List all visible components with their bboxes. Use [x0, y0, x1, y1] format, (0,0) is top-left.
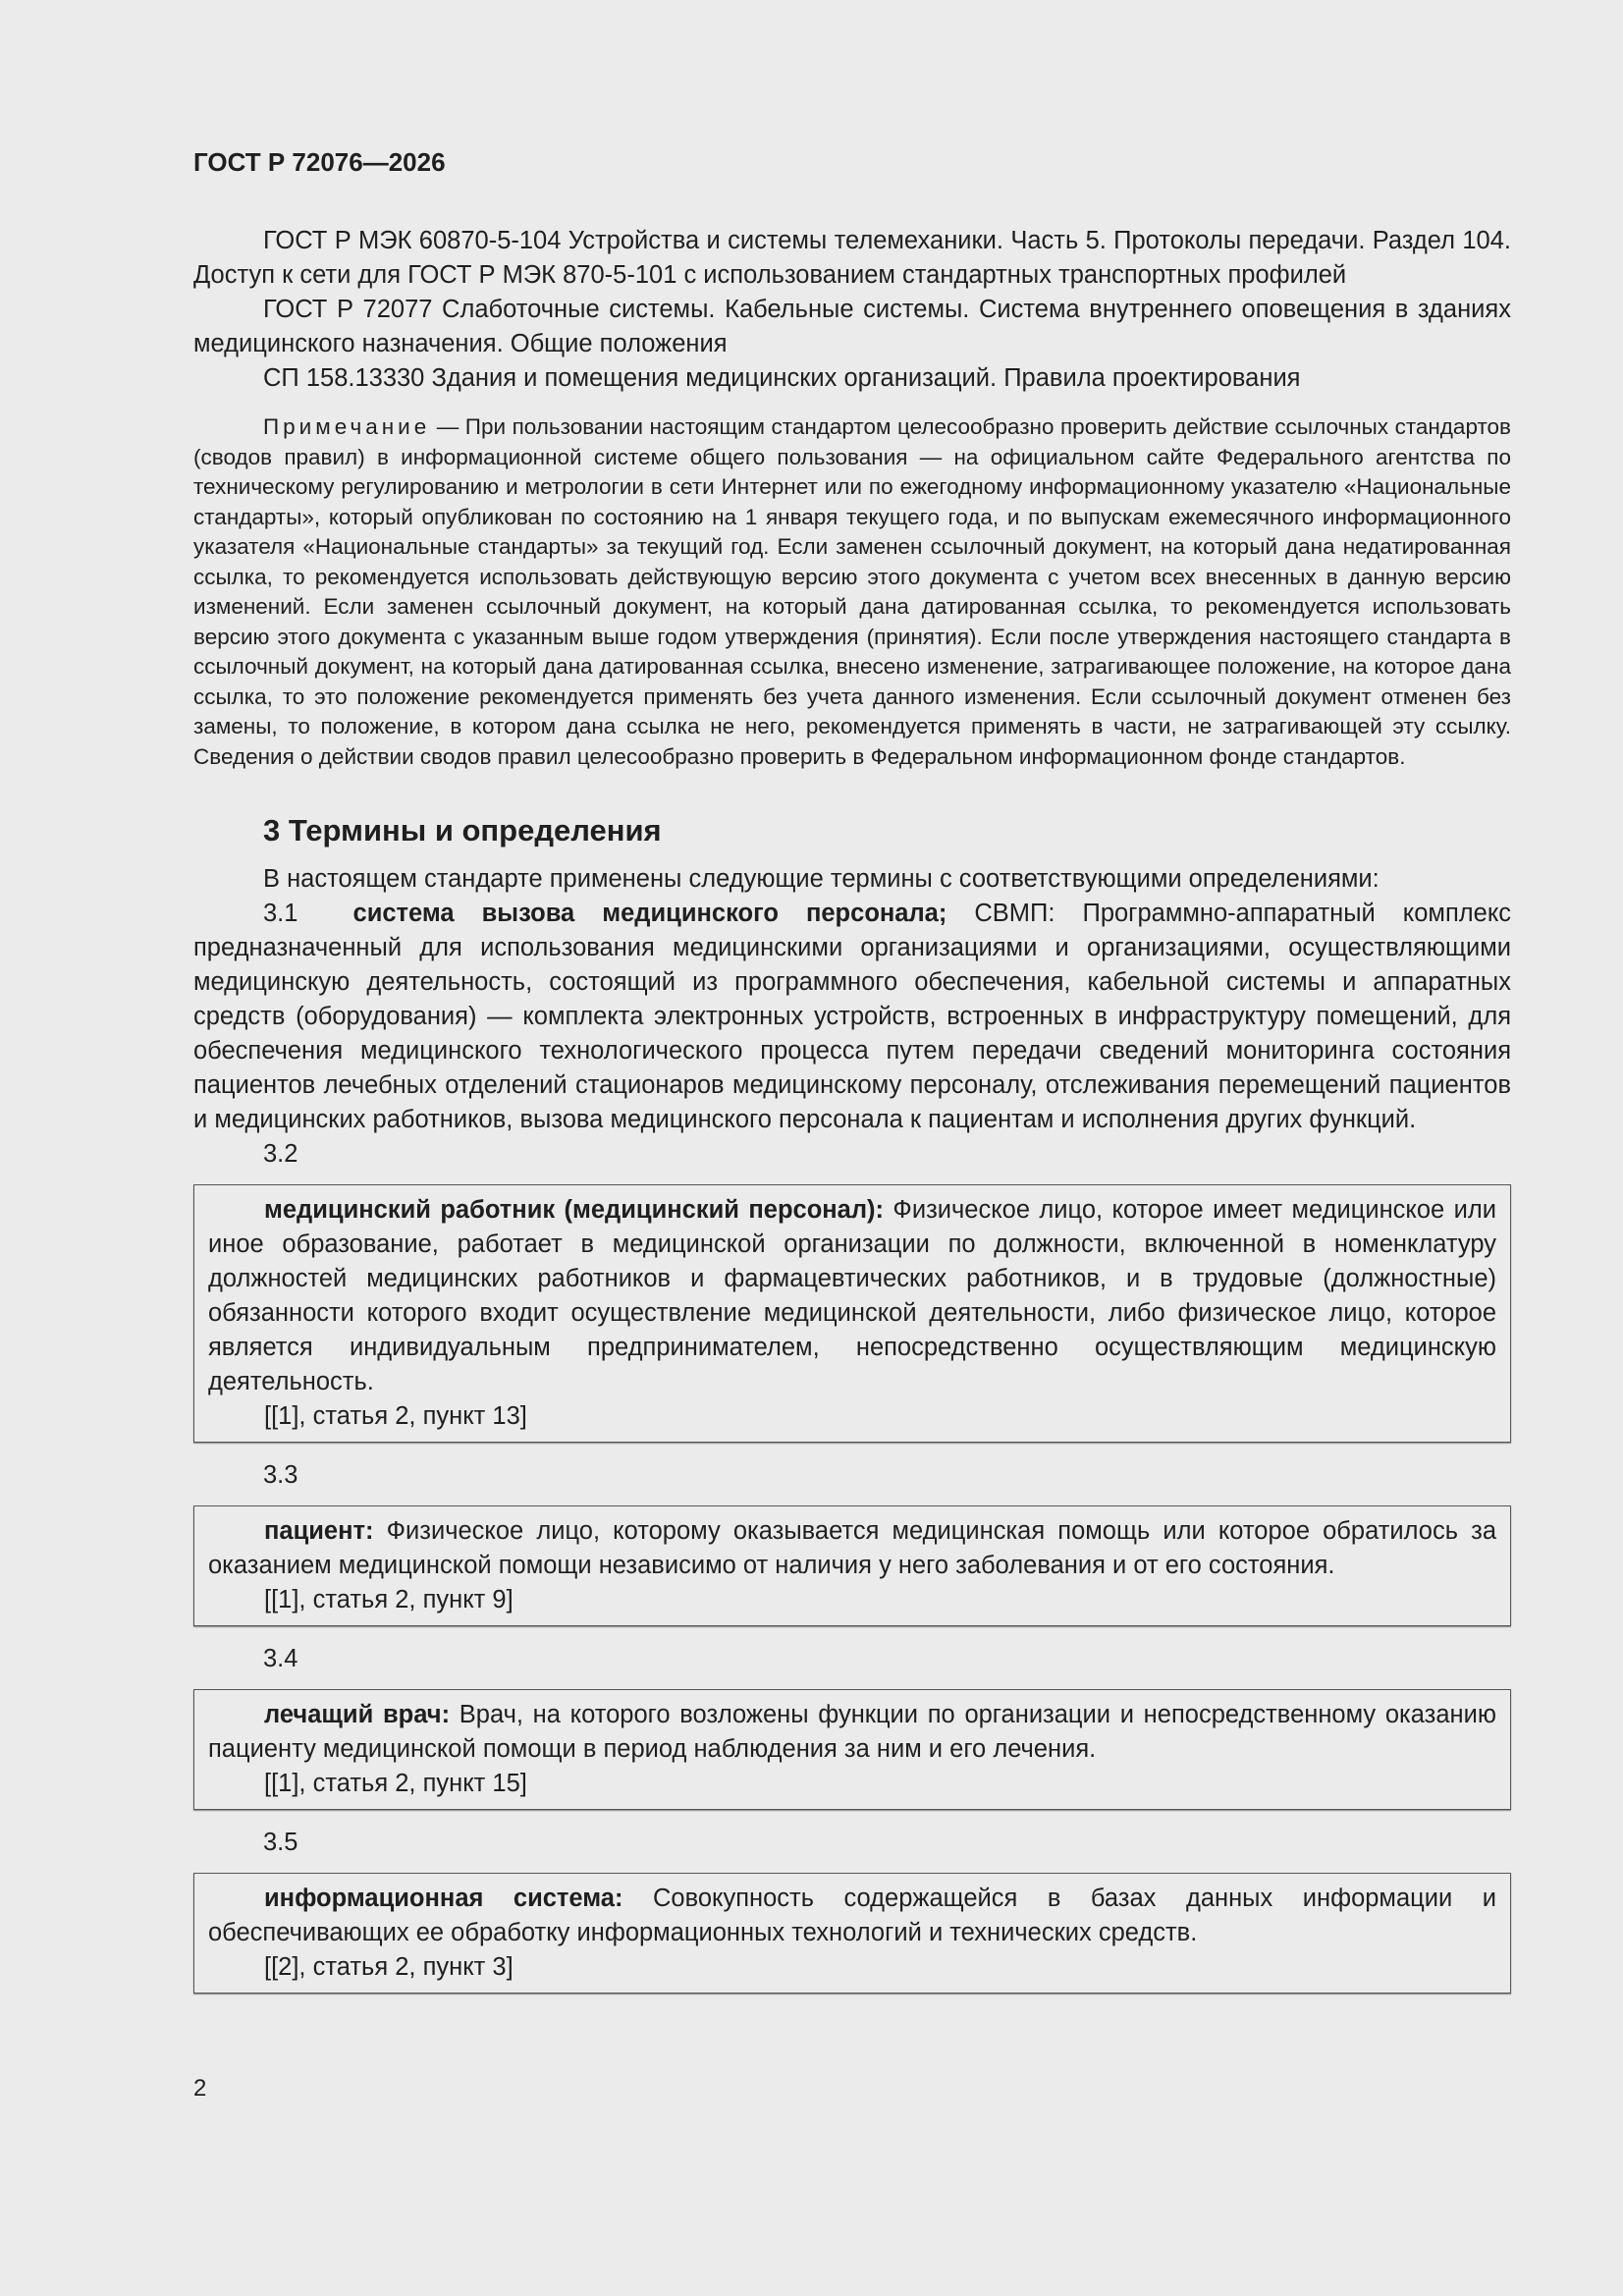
- term-name: информационная система:: [264, 1885, 623, 1912]
- term-box-3-4: [193, 1689, 1511, 1810]
- term-definition: Физическое лицо, которому оказывается медицинская помощь или которое обратилось за оказанием медицинской помощи независимо от наличия у него заболевания и от его состояния.: [208, 1517, 1496, 1579]
- section-intro: В настоящем стандарте применены следующие термины с соответствующими определениями:: [263, 865, 1380, 893]
- term-entry: [208, 1882, 1496, 1950]
- term-entry: [208, 1193, 1496, 1399]
- term-definition: Врач, на которого возложены функции по организации и непосредственному оказанию пациенту медицинской помощи в период наблюдения за ним и его лечения.: [208, 1701, 1496, 1763]
- note-label: Примечание: [263, 414, 431, 439]
- page-content: [193, 224, 1511, 1994]
- term-entry: [208, 1514, 1496, 1583]
- term-box-3-5: [193, 1873, 1511, 1994]
- term-reference: [[1], статья 2, пункт 15]: [264, 1770, 527, 1797]
- term-number-3-2: 3.2: [263, 1140, 298, 1168]
- term-definition: СВМП: Программно-аппаратный комплекс предназначенный для использования медицинскими организациями и организациями, осуществляющими медицинскую деятельность, состоящий из программного обеспечения, кабельной системы и аппаратных средств (оборудования) — комплекта электронных устройств, встроенных в инфраструктуру помещений, для обеспечения медицинского технологического процесса путем передачи сведений мониторинга состояния пациентов лечебных отделений стационаров медицинскому персоналу, отслеживания перемещений пациентов и медицинских работников, вызова медицинского персонала к пациентам и исполнения других функций.: [193, 900, 1512, 1133]
- note-paragraph: [193, 412, 1511, 772]
- term-number-3-4: 3.4: [263, 1645, 298, 1672]
- term-box-3-3: [193, 1505, 1511, 1626]
- term-name: пациент:: [264, 1517, 374, 1545]
- term-number-3-5: 3.5: [263, 1829, 298, 1856]
- section-title: 3 Термины и определения: [263, 813, 662, 847]
- reference-1: ГОСТ Р МЭК 60870-5-104 Устройства и системы телемеханики. Часть 5. Протоколы передачи. Раздел 104. Доступ к сети для ГОСТ Р МЭК 870-5-101 с использованием стандартных транспортных профилей: [193, 227, 1511, 289]
- term-number: 3.1: [263, 900, 298, 927]
- term-3-1: [193, 897, 1511, 1137]
- term-reference: [[1], статья 2, пункт 9]: [264, 1586, 514, 1613]
- page-number: 2: [193, 2075, 207, 2102]
- term-name: лечащий врач:: [264, 1701, 451, 1728]
- term-definition: Физическое лицо, которое имеет медицинское или иное образование, работает в медицинской организации по должности, включенной в номенклатуру должностей медицинских работников и фармацевтических работников, и в трудовые (должностные) обязанности которого входит осуществление медицинской деятельности, либо физическое лицо, которое является индивидуальным предпринимателем, непосредственно осуществляющим медицинскую деятельность.: [208, 1196, 1496, 1395]
- term-reference: [[2], статья 2, пункт 3]: [264, 1953, 514, 1981]
- term-definition: Совокупность содержащейся в базах данных информации и обеспечивающих ее обработку информационных технологий и технических средств.: [208, 1885, 1496, 1946]
- page-header-doc-id: ГОСТ Р 72076—2026: [193, 147, 446, 177]
- term-reference: [[1], статья 2, пункт 13]: [264, 1402, 527, 1430]
- note-text: — При пользовании настоящим стандартом целесообразно проверить действие ссылочных стандартов (сводов правил) в информационной системе общего пользования — на официальном сайте Федерального агентства по техническому регулированию и метрологии в сети Интернет или по ежегодному информационному указателю «Национальные стандарты», который опубликован по состоянию на 1 января текущего года, и по выпускам ежемесячного информационного указателя «Национальные стандарты» за текущий год. Если заменен ссылочный документ, на который дана недатированная ссылка, то рекомендуется использовать действующую версию этого документа с учетом всех внесенных в данную версию изменений. Если заменен ссылочный документ, на который дана датированная ссылка, то рекомендуется использовать версию этого документа с указанным выше годом утверждения (принятия). Если после утверждения настоящего стандарта в ссылочный документ, на который дана датированная ссылка, внесено изменение, затрагивающее положение, на которое дана ссылка, то это положение рекомендуется применять без учета данного изменения. Если ссылочный документ отменен без замены, то положение, в котором дана ссылка не него, рекомендуется применять в части, не затрагивающей эту ссылку. Сведения о действии сводов правил целесообразно проверить в Федеральном информационном фонде стандартов.: [193, 414, 1511, 769]
- term-entry: [208, 1698, 1496, 1767]
- term-box-3-2: [193, 1184, 1511, 1443]
- term-name: медицинский работник (медицинский персонал):: [264, 1196, 885, 1224]
- reference-2: ГОСТ Р 72077 Слаботочные системы. Кабельные системы. Система внутреннего оповещения в зданиях медицинского назначения. Общие положения: [193, 296, 1511, 357]
- term-number-3-3: 3.3: [263, 1461, 298, 1489]
- term-name: система вызова медицинского персонала;: [352, 900, 947, 927]
- reference-3: СП 158.13330 Здания и помещения медицинских организаций. Правила проектирования: [263, 364, 1301, 392]
